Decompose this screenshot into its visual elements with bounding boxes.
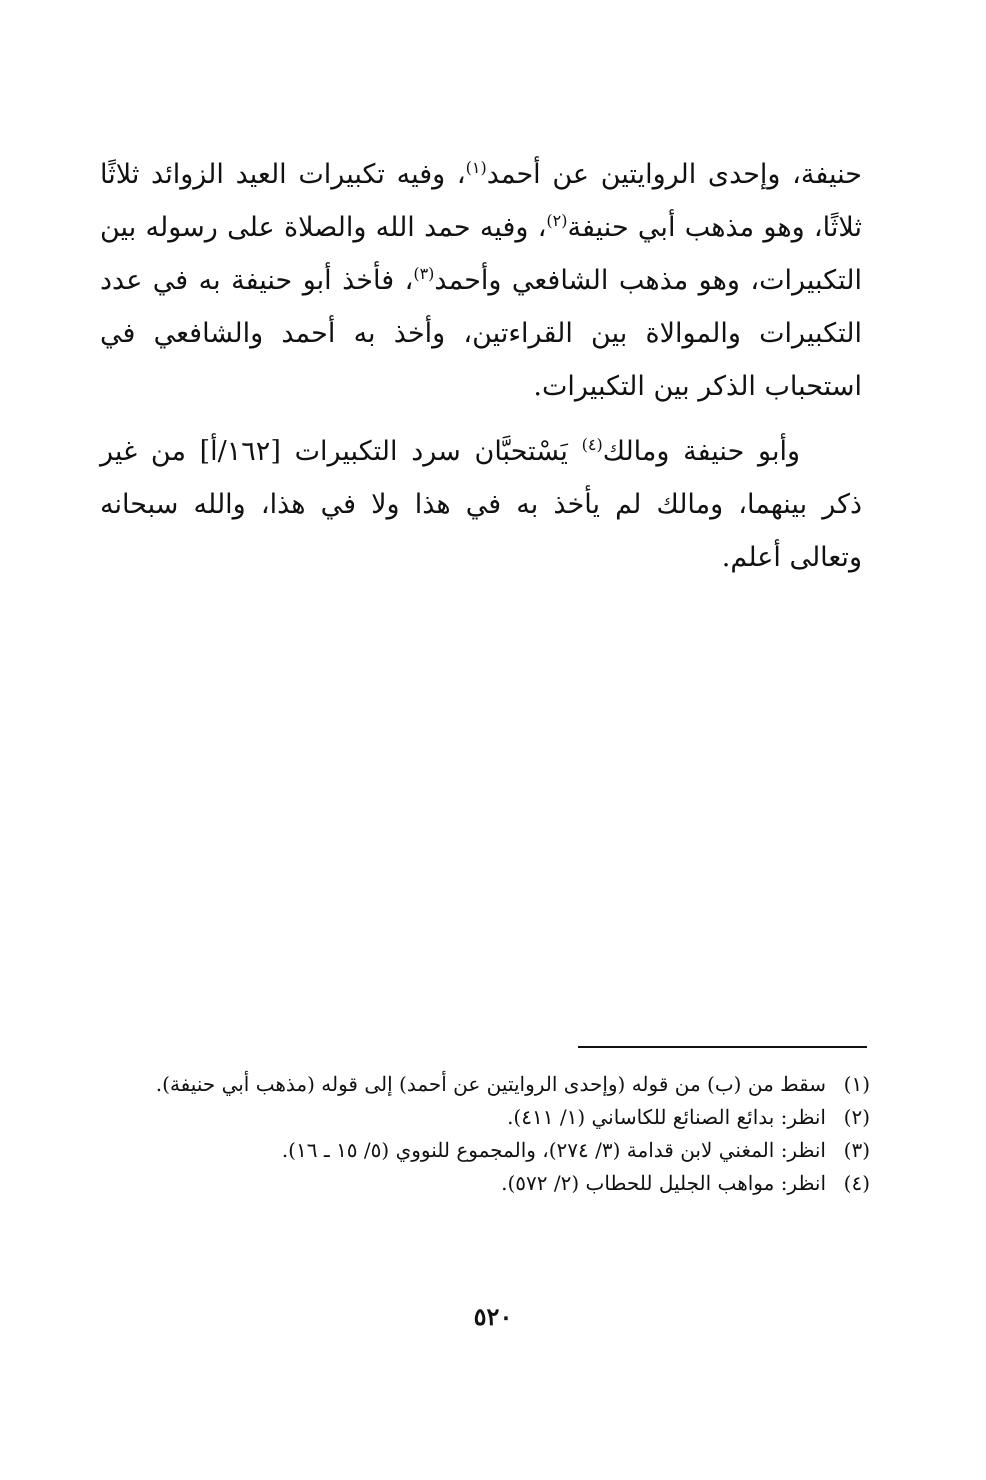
paragraph-2-part-2: يَسْتحبَّان سرد التكبيرات [١٦٢/أ] من غير ذكر بينهما، ومالك لم يأخذ به في هذا ولا في هذا، والله سبحانه وتعالى أعلم. (100, 436, 862, 573)
footnote-text: سقط من (ب) من قوله (وإحدى الروايتين عن أحمد) إلى قوله (مذهب أبي حنيفة). (155, 1072, 826, 1096)
paragraph-1-part-4: ، فأخذ أبو حنيفة به في عدد التكبيرات والموالاة بين القراءتين، وأخذ به أحمد والشافعي في استحباب الذكر بين التكبيرات. (100, 265, 862, 402)
page-number: ٥٢٠ (473, 1302, 513, 1331)
footnote-ref-4: (٤) (581, 435, 603, 454)
footnote-text: انظر: مواهب الجليل للحطاب (٢/ ٥٧٢). (501, 1171, 826, 1195)
footnote-ref-2: (٢) (546, 211, 568, 230)
footnote-number: (٣) (843, 1138, 870, 1162)
main-text (100, 148, 862, 584)
footnote-item (100, 1068, 870, 1101)
footnote-number: (٤) (843, 1171, 870, 1195)
paragraph-2-part-1: وأبو حنيفة ومالك (602, 436, 801, 467)
footnote-ref-1: (١) (465, 158, 487, 177)
footnote-item (100, 1167, 870, 1200)
footnote-item (100, 1101, 870, 1134)
paragraph-1-part-2: ، وفيه تكبيرات العيد الزوائد ثلاثًا ثلاثًا، وهو مذهب أبي حنيفة (100, 159, 862, 243)
paragraph-1-part-1: حنيفة، وإحدى الروايتين عن أحمد (486, 159, 862, 190)
paragraph-1 (100, 148, 862, 413)
footnotes (100, 1068, 870, 1200)
footnote-separator (578, 1046, 867, 1048)
paragraph-2 (100, 425, 862, 584)
footnote-text: انظر: بدائع الصنائع للكاساني (١/ ٤١١). (507, 1105, 826, 1129)
footnote-item (100, 1134, 870, 1167)
footnote-number: (١) (843, 1072, 870, 1096)
paragraph-1-part-3: ، وفيه حمد الله والصلاة على رسوله بين التكبيرات، وهو مذهب الشافعي وأحمد (100, 212, 862, 296)
footnote-number: (٢) (843, 1105, 870, 1129)
footnote-ref-3: (٣) (413, 264, 435, 283)
footnote-text: انظر: المغني لابن قدامة (٣/ ٢٧٤)، والمجموع للنووي (٥/ ١٥ ـ ١٦). (281, 1138, 826, 1162)
